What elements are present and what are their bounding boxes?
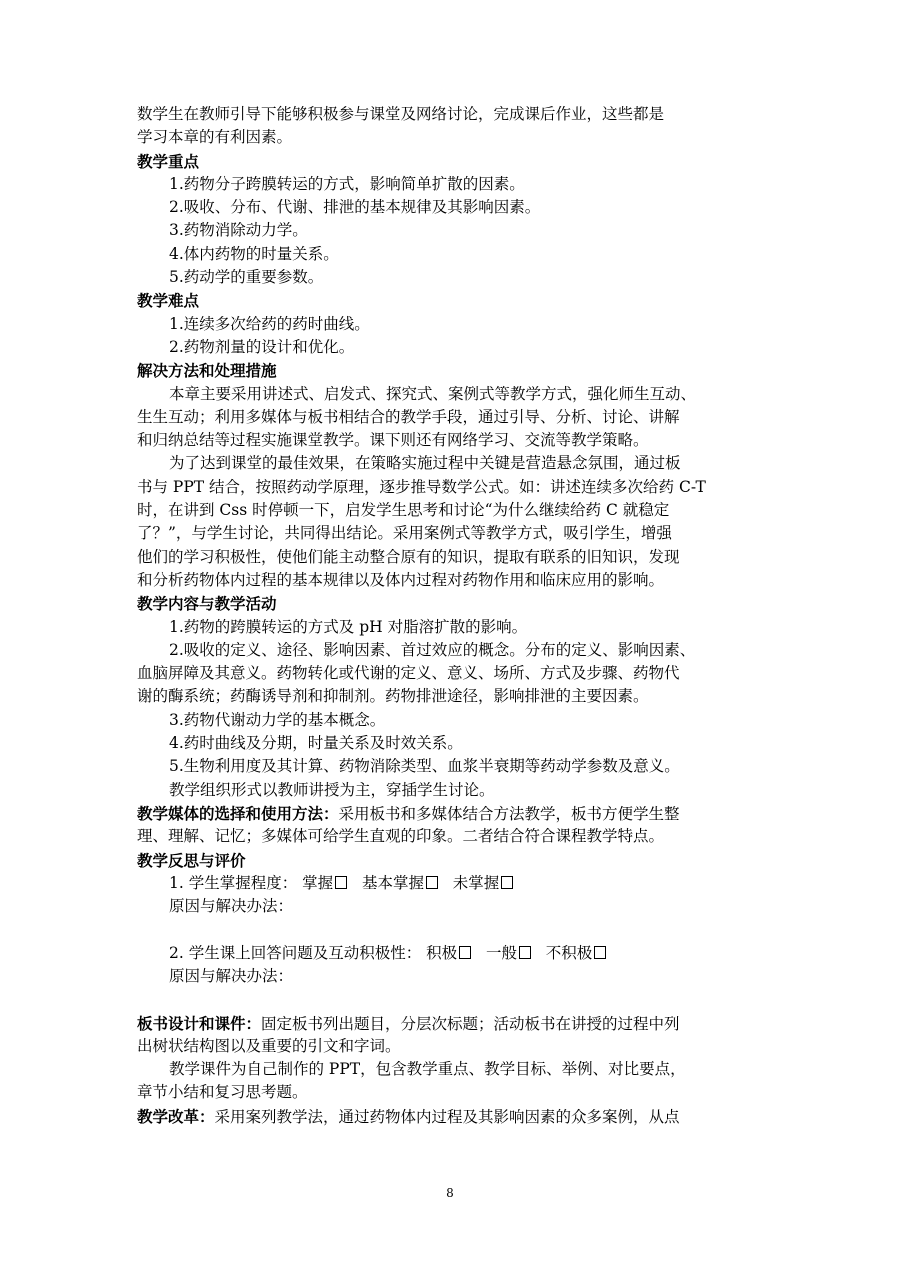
content-item: 2.吸收的定义、途径、影响因素、首过效应的概念。分布的定义、影响因素、 [169,640,696,659]
text-line: 数学生在教师引导下能够积极参与课堂及网络讨论，完成课后作业，这些都是 [137,105,665,123]
text-span: 采用案列教学法，通过药物体内过程及其影响因素的众多案例，从点 [214,1107,680,1126]
mastery-label: 1. 学生掌握程度： [169,873,298,892]
content-item: 4.药时曲线及分期，时量关系及时效关系。 [169,734,463,753]
checkbox-icon[interactable] [459,946,471,959]
text-line: 时，在讲到 Css 时停顿一下，启发学生思考和讨论“为什么继续给药 C 就稳定 [137,501,670,520]
option-label: 未掌握 [452,873,500,892]
key-point-item: 1.药物分子跨膜转运的方式，影响简单扩散的因素。 [169,174,525,193]
section-heading-reflection: 教学反思与评价 [137,850,246,870]
checkbox-icon[interactable] [335,876,347,889]
text-span: 固定板书列出题目，分层次标题；活动板书在讲授的过程中列 [261,1014,680,1033]
text-line: 学习本章的有利因素。 [137,128,293,147]
option-label: 一般 [485,943,517,962]
participation-rating-row [137,942,765,965]
difficulty-item: 2.药物剂量的设计和优化。 [169,337,355,356]
reason-label: 原因与解决办法： [169,966,294,985]
content-item: 5.生物利用度及其计算、药物消除类型、血浆半衰期等药动学参数及意义。 [169,757,680,776]
section-heading-methods: 解决方法和处理措施 [137,361,277,381]
option-label: 掌握 [302,873,334,892]
text-line: 他们的学习积极性，使他们能主动整合原有的知识，提取有联系的旧知识，发现 [137,547,680,566]
text-line: 本章主要采用讲述式、启发式、探究式、案例式等教学方式，强化师生互动、 [169,384,697,403]
document-body [137,103,765,1128]
key-point-item: 5.药动学的重要参数。 [169,268,324,287]
text-line: 为了达到课堂的最佳效果，在策略实施过程中关键是营造悬念氛围，通过板 [169,454,681,473]
key-point-item: 4.体内药物的时量关系。 [169,244,339,263]
text-line: 和分析药物体内过程的基本规律以及体内过程对药物作用和临床应用的影响。 [137,570,665,589]
option-label: 不积极 [545,943,593,962]
checkbox-icon[interactable] [426,876,438,889]
text-line: 和归纳总结等过程实施课堂教学。课下则还有网络学习、交流等教学策略。 [137,431,649,450]
difficulty-item: 1.连续多次给药的药时曲线。 [169,314,370,333]
blank-line [137,988,765,1011]
section-heading-difficulties: 教学难点 [137,291,200,311]
text-span: 采用板书和多媒体结合方法教学，板书方便学生整 [338,804,680,823]
text-line: 谢的酶系统；药酶诱导剂和抑制剂。药物排泄途径，影响排泄的主要因素。 [137,687,649,706]
reason-label: 原因与解决办法： [169,897,294,916]
text-line: 教学课件为自己制作的 PPT，包含教学重点、教学目标、举例、对比要点， [169,1060,686,1079]
content-item: 1.药物的跨膜转运的方式及 pH 对脂溶扩散的影响。 [169,617,528,636]
participation-label: 2. 学生课上回答问题及互动积极性： [169,943,422,962]
page-number: 8 [446,1186,454,1200]
text-line: 书与 PPT 结合，按照药动学原理，逐步推导数学公式。如：讲述连续多次给药 C-T [137,477,706,496]
board-paragraph [137,1012,765,1035]
section-heading-content: 教学内容与教学活动 [137,594,277,614]
text-line: 章节小结和复习思考题。 [137,1083,308,1102]
text-line: 血脑屏障及其意义。药物转化或代谢的定义、意义、场所、方式及步骤、药物代 [137,664,680,683]
checkbox-icon[interactable] [594,946,606,959]
section-heading-media: 教学媒体的选择和使用方法： [137,803,339,823]
text-line: 生生互动；利用多媒体与板书相结合的教学手段，通过引导、分析、讨论、讲解 [137,407,680,426]
media-paragraph [137,802,765,825]
key-point-item: 3.药物消除动力学。 [169,221,308,240]
blank-line [137,918,765,941]
content-item: 3.药物代谢动力学的基本概念。 [169,710,386,729]
section-heading-key-points: 教学重点 [137,151,200,171]
checkbox-icon[interactable] [519,946,531,959]
text-line: 了？”，与学生讨论，共同得出结论。采用案例式等教学方式，吸引学生，增强 [137,524,672,543]
option-label: 积极 [426,943,458,962]
text-line: 出树状结构图以及重要的引文和字词。 [137,1036,401,1055]
text-line: 教学组织形式以教师讲授为主，穿插学生讨论。 [169,780,495,799]
mastery-rating-row [137,872,765,895]
key-point-item: 2.吸收、分布、代谢、排泄的基本规律及其影响因素。 [169,198,541,217]
option-label: 基本掌握 [361,873,424,892]
section-heading-board: 板书设计和课件： [137,1013,262,1033]
checkbox-icon[interactable] [501,876,513,889]
reform-paragraph [137,1105,765,1128]
section-heading-reform: 教学改革： [137,1106,215,1126]
text-line: 理、理解、记忆；多媒体可给学生直观的印象。二者结合符合课程教学特点。 [137,827,665,846]
